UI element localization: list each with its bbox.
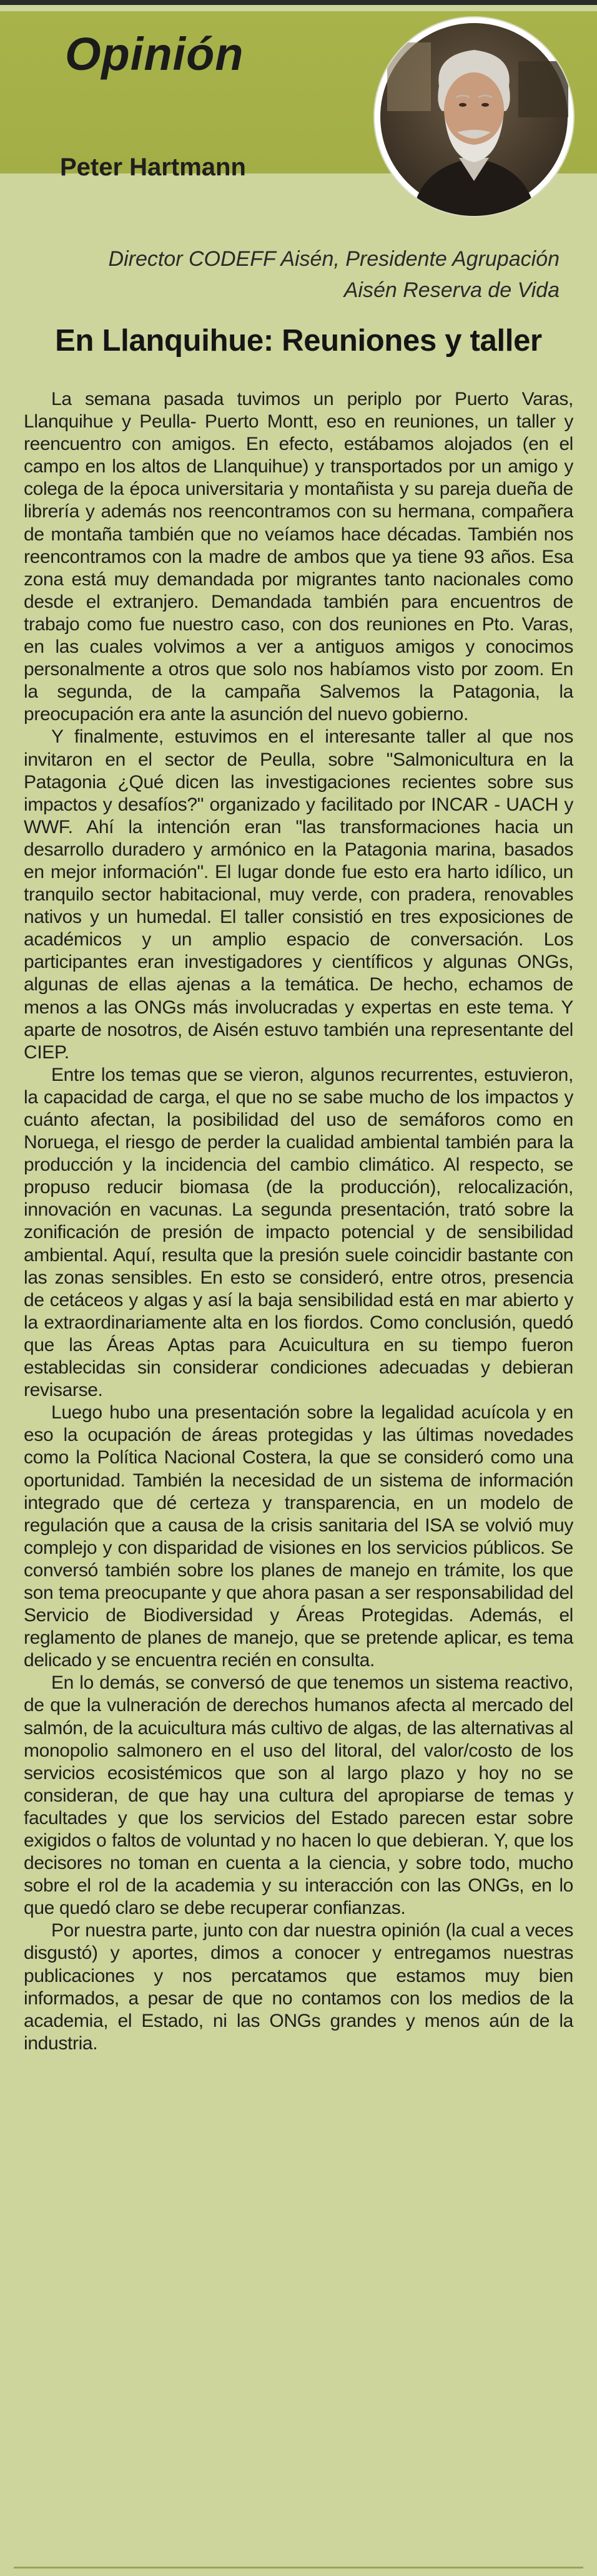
article-paragraph: La semana pasada tuvimos un periplo por Puerto Varas, Llanquihue y Peulla- Puerto Montt, eso en reuniones, un taller y reencuentro con amigos. En efecto, estábamos alojados (en el campo en los altos de Llanquihue) y transportados por un amigo y colega de la época universitaria y montañista y su pareja dueña de librería y además nos reencontramos con su hermana, compañera de montaña también que no veíamos hace décadas. También nos reencontramos con la madre de ambos que ya tiene 93 años. Esa zona está muy demandada por migrantes tanto nacionales como desde el extranjero. Demandada también para encuentros de trabajo como fue nuestro caso, con dos reuniones en Pto. Varas, en las cuales volvimos a ver a antiguos amigos y conocimos personalmente a otros que solo nos habíamos visto por zoom. En la segunda, de la campaña Salvemos la Patagonia, la preocupación era ante la asunción del nuevo gobierno. (24, 389, 573, 725)
author-portrait-image (375, 17, 573, 216)
author-portrait (375, 17, 573, 216)
author-title-line-1: Director CODEFF Aisén, Presidente Agrupación (108, 247, 560, 271)
article-body (24, 388, 573, 2055)
article-paragraph: Entre los temas que se vieron, algunos recurrentes, estuvieron, la capacidad de carga, el que no se sabe mucho de los impactos y cuánto afectan, la posibilidad del uso de semáforos como en Noruega, el riesgo de perder la cualidad ambiental también para la producción y la incidencia del cambio climático. Al respecto, se propuso reducir biomasa (de la producción), relocalización, innovación en vacunas. La segunda presentación, trató sobre la zonificación de presión de impacto potencial y de sensibilidad ambiental. Aquí, resulta que la presión suele coincidir bastante con las zonas sensibles. En esto se consideró, entre otros, presencia de cetáceos y algas y así la baja sensibilidad está en mar abierto y la extraordinariamente alta en los fiordos. Como conclusión, quedó que las Áreas Aptas para Acuicultura en su tiempo fueron establecidas sin considerar condiciones adecuadas y debieran revisarse. (24, 1064, 573, 1401)
author-name: Peter Hartmann (60, 154, 246, 181)
section-label: Opinión (65, 28, 244, 80)
author-title-line-2: Aisén Reserva de Vida (343, 278, 560, 302)
article-paragraph: Y finalmente, estuvimos en el interesante taller al que nos invitaron en el sector de Peulla, sobre "Salmonicultura en la Patagonia ¿Qué dicen las investigaciones recientes sobre sus impactos y desafíos?" organizado y facilitado por INCAR - UACH y WWF. Ahí la intención eran "las transformaciones hacia un desarrollo duradero y armónico en la Patagonia marina, basados en mejor información". El lugar donde fue esto era harto idílico, un tranquilo sector habitacional, muy verde, con pradera, renovables nativos y un humedal. El taller consistió en tres exposiciones de académicos y un amplio espacio de conversación. Los participantes eran investigadores y científicos y algunas ONGs, algunas de ellas ajenas a la temática. De hecho, echamos de menos a las ONGs más involucradas y expertas en este tema. Y aparte de nosotros, de Aisén estuvo también una representante del CIEP. (24, 726, 573, 1063)
article-headline: En Llanquihue: Reuniones y taller (55, 324, 542, 358)
article-paragraph: Por nuestra parte, junto con dar nuestra opinión (la cual a veces disgustó) y aportes, dimos a conocer y entregamos nuestras publicaciones y nos percatamos que estamos muy bien informados, a pesar de que no contamos con los medios de la academia, el Estado, ni las ONGs grandes y menos aún de la industria. (24, 1920, 573, 2054)
bottom-rule (14, 2567, 583, 2569)
top-rule (0, 0, 597, 5)
article-paragraph: Luego hubo una presentación sobre la legalidad acuícola y en eso la ocupación de áreas protegidas y las últimas novedades como la Política Nacional Costera, la que se consideró como una oportunidad. También la necesidad de un sistema de información integrado que dé certeza y transparencia, en un modelo de regulación que a causa de la crisis sanitaria del ISA se volvió muy complejo y con disparidad de visiones en los servicios públicos. Se conversó también sobre los planes de manejo en trámite, los que son tema preocupante y que ahora pasan a ser responsabilidad del Servicio de Biodiversidad y Áreas Protegidas. Además, el reglamento de planes de manejo, que se pretende aplicar, es tema delicado y se encuentra recién en consulta. (24, 1402, 573, 1671)
article-paragraph: En lo demás, se conversó de que tenemos un sistema reactivo, de que la vulneración de derechos humanos afecta al mercado del salmón, de la acuicultura más cultivo de algas, de las alternativas al monopolio salmonero en el uso del litoral, del valor/costo de los servicios ecosistémicos que son al largo plazo y hoy no se consideran, de que hay una cultura del apropiarse de temas y facultades y que los servicios del Estado parecen estar sobre exigidos o faltos de voluntad y no hacen lo que debieran. Y, que los decisores no toman en cuenta a la ciencia, y sobre todo, mucho sobre el rol de la academia y su interacción con las ONGs, en lo que quedó claro se debe recuperar confianzas. (24, 1672, 573, 1919)
author-title (47, 243, 560, 306)
